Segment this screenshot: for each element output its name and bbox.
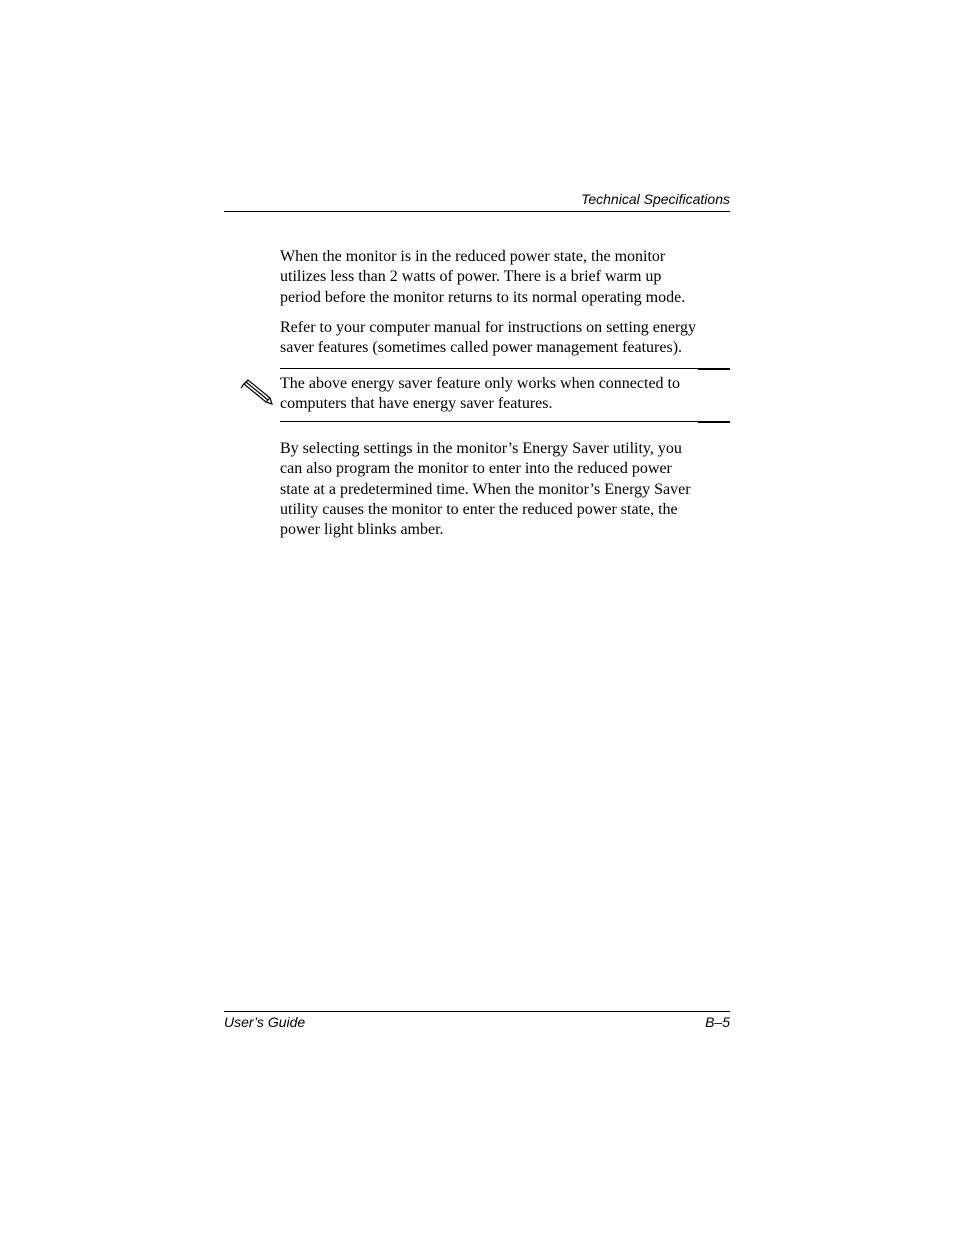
paragraph-computer-manual bbox=[280, 318, 740, 359]
footer-guide-title: User’s Guide bbox=[224, 1014, 306, 1030]
text-line: period before the monitor returns to its normal operating mode. bbox=[280, 288, 686, 306]
text-line: state at a predetermined time. When the monitor’s Energy Saver bbox=[280, 480, 691, 498]
text-line: By selecting settings in the monitor’s Energy Saver utility, you bbox=[280, 440, 682, 457]
header-rule bbox=[224, 211, 730, 212]
note-rule-top bbox=[280, 368, 730, 369]
text-line: power light blinks amber. bbox=[280, 521, 444, 539]
note-rule-bottom bbox=[280, 421, 730, 422]
text-line: When the monitor is in the reduced power state, the monitor bbox=[280, 248, 666, 265]
text-line: utilizes less than 2 watts of power. There is a brief warm up bbox=[280, 268, 662, 286]
text-line: Refer to your computer manual for instructions on setting energy bbox=[280, 319, 697, 336]
paragraph-power-state bbox=[280, 247, 740, 308]
text-line: computers that have energy saver features. bbox=[280, 395, 553, 413]
pencil-note-icon bbox=[240, 374, 276, 406]
text-line: The above energy saver feature only works when connected to bbox=[280, 375, 680, 392]
header-title: Technical Specifications bbox=[581, 191, 730, 207]
note-text bbox=[280, 374, 680, 415]
text-line: saver features (sometimes called power management features). bbox=[280, 339, 683, 357]
page-number: B–5 bbox=[705, 1014, 730, 1030]
text-line: utility causes the monitor to enter the reduced power state, the bbox=[280, 500, 678, 518]
paragraph-energy-saver-utility bbox=[280, 439, 740, 540]
footer-rule bbox=[224, 1011, 730, 1012]
text-line: can also program the monitor to enter into the reduced power bbox=[280, 460, 672, 478]
